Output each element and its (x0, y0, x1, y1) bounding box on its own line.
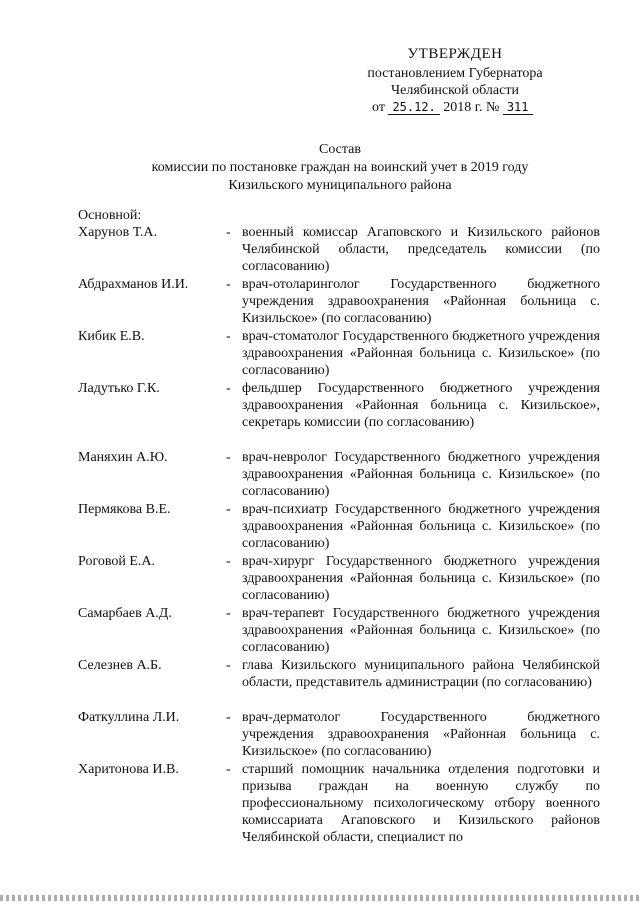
member-row (78, 709, 600, 761)
member-role: врач-хирург Государственного бюджетного учреждения здравоохранения «Районная больница с. Кизильское» (по согласованию) (242, 554, 600, 603)
approval-number: 311 (503, 100, 533, 115)
member-name: Ладутько Г.К. (78, 381, 160, 396)
member-row (78, 224, 600, 276)
member-role: врач-психиатр Государственного бюджетного учреждения здравоохранения «Районная больница с. Кизильское» (по согласованию) (242, 502, 600, 551)
approval-line-1: постановлением Губернатора (367, 66, 543, 81)
member-dash: - (226, 502, 231, 517)
member-row (78, 328, 600, 380)
approval-stamp (330, 46, 580, 116)
member-name: Харунов Т.А. (78, 225, 158, 240)
approval-line-2: Челябинской области (391, 83, 519, 98)
member-row (78, 657, 600, 709)
member-role: военный комиссар Агаповского и Кизильского районов Челябинской области, председатель комиссии (по согласованию) (242, 225, 600, 274)
member-role: глава Кизильского муниципального района Челябинской области, представитель администрации (по согласованию) (242, 658, 600, 690)
member-role: фельдшер Государственного бюджетного учреждения здравоохранения «Районная больница с. Кизильское», секретарь комиссии (по согласованию) (242, 381, 600, 430)
member-dash: - (226, 225, 231, 240)
member-dash: - (226, 710, 231, 725)
member-role: старший помощник начальника отделения подготовки и призыва граждан на военную службу по профессиональному психологическому отбору военного комиссариата Агаповского и Кизильского районов Челябинской области, специалист по (242, 762, 600, 845)
approval-date: 25.12. (388, 100, 439, 115)
title-line-3: Кизильского муниципального района (228, 178, 452, 193)
member-name: Роговой Е.А. (78, 554, 155, 569)
member-dash: - (226, 329, 231, 344)
member-role: врач-стоматолог Государственного бюджетного учреждения здравоохранения «Районная больница с. Кизильское» (по согласованию) (242, 329, 600, 378)
members-list (78, 224, 600, 851)
member-role: врач-отоларинголог Государственного бюджетного учреждения здравоохранения «Районная больница с. Кизильское» (по согласованию) (242, 277, 600, 326)
member-name: Фаткуллина Л.И. (78, 710, 180, 725)
member-name: Маняхин А.Ю. (78, 450, 168, 465)
member-role: врач-дерматолог Государственного бюджетного учреждения здравоохранения «Районная больница с. Кизильское» (по согласованию) (242, 710, 600, 759)
member-row (78, 553, 600, 605)
member-role: врач-невролог Государственного бюджетного учреждения здравоохранения «Районная больница с. Кизильское» (по согласованию) (242, 450, 600, 499)
document-title (80, 141, 600, 195)
member-name: Селезнев А.Б. (78, 658, 162, 673)
scan-edge (0, 895, 640, 901)
section-label: Основной: (78, 208, 142, 223)
member-dash: - (226, 554, 231, 569)
member-row (78, 605, 600, 657)
member-row (78, 449, 600, 501)
member-row (78, 761, 600, 851)
member-name: Пермякова В.Е. (78, 502, 171, 517)
member-dash: - (226, 762, 231, 777)
title-line-2: комиссии по постановке граждан на воинский учет в 2019 году (151, 160, 529, 175)
approval-year: 2018 г. № (443, 100, 500, 115)
member-name: Кибик Е.В. (78, 329, 145, 344)
member-name: Самарбаев А.Д. (78, 606, 172, 621)
member-role: врач-терапевт Государственного бюджетного учреждения здравоохранения «Районная больница с. Кизильское» (по согласованию) (242, 606, 600, 655)
approval-heading: УТВЕРЖДЕН (407, 46, 503, 62)
title-line-1: Состав (318, 142, 361, 157)
member-name: Харитонова И.В. (78, 762, 179, 777)
member-row (78, 276, 600, 328)
member-dash: - (226, 658, 231, 673)
approval-dateline (330, 99, 580, 116)
member-dash: - (226, 606, 231, 621)
member-dash: - (226, 381, 231, 396)
member-row (78, 380, 600, 449)
date-prefix: от (372, 100, 385, 115)
member-dash: - (226, 450, 231, 465)
member-name: Абдрахманов И.И. (78, 277, 189, 292)
member-dash: - (226, 277, 231, 292)
member-row (78, 501, 600, 553)
